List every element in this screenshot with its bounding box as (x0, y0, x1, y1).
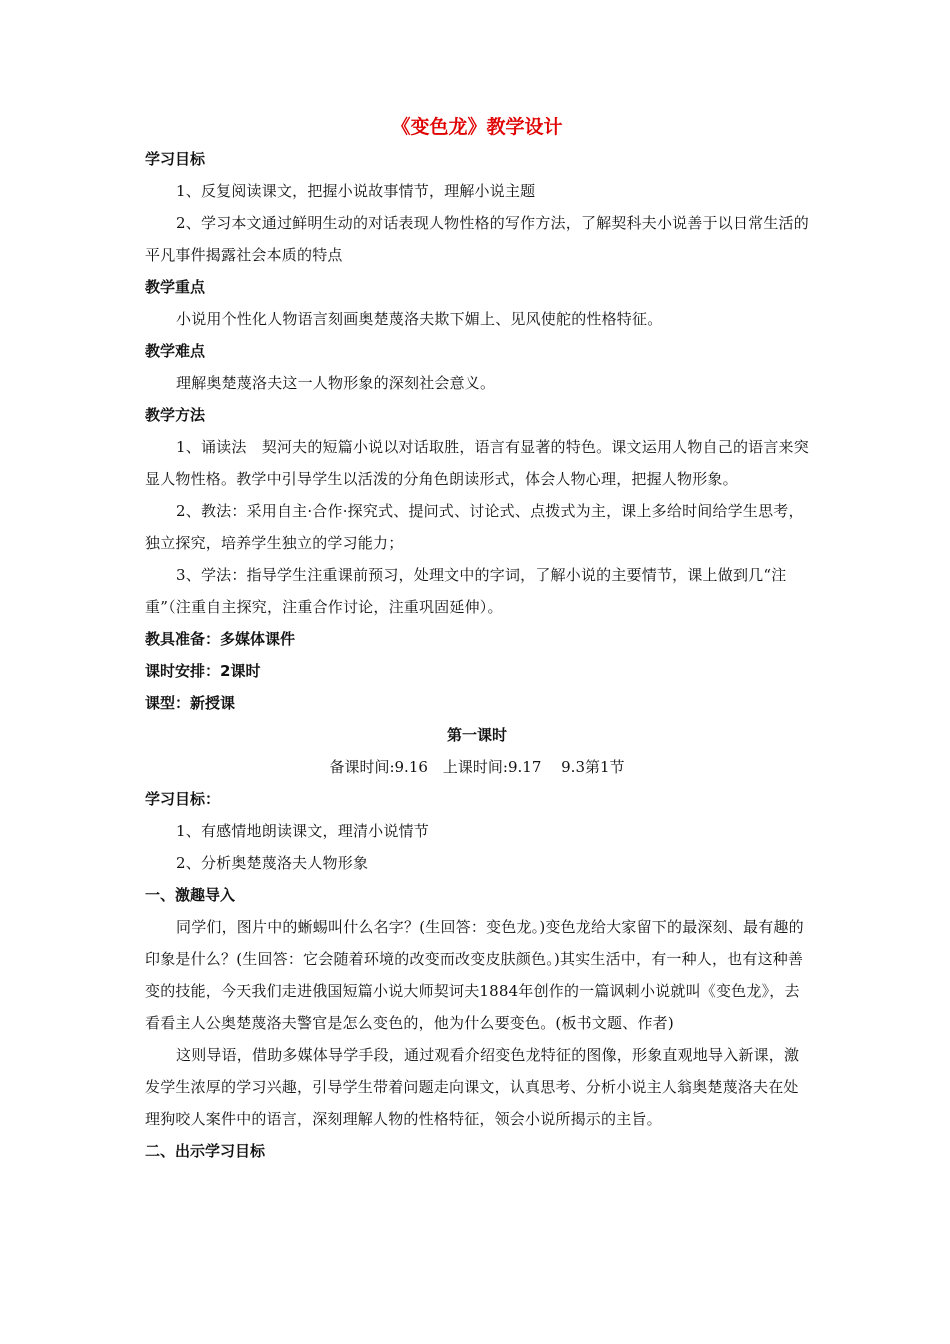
difficulty-text: 理解奥楚蔑洛夫这一人物形象的深刻社会意义。 (176, 374, 496, 392)
schedule-line: 课时安排：2课时 (145, 662, 261, 680)
lesson-goal-item: 2、分析奥楚蔑洛夫人物形象 (176, 854, 369, 872)
difficulty-heading: 教学难点 (145, 342, 206, 360)
method-item: 1、诵读法 契河夫的短篇小说以对话取胜，语言有显著的特色。课文运用人物自己的语言来突显人物性格。教学中引导学生以活泼的分角色朗读形式，体会人物心理，把握人物形象。 (145, 438, 809, 488)
section-paragraph: 这则导语，借助多媒体导学手段，通过观看介绍变色龙特征的图像，形象直观地导入新课，激发学生浓厚的学习兴趣，引导学生带着问题走向课文，认真思考、分析小说主人翁奥楚蔑洛夫在处理狗咬人案件中的语言，深刻理解人物的性格特征，领会小说所揭示的主旨。 (145, 1046, 800, 1128)
key-points-text: 小说用个性化人物语言刻画奥楚蔑洛夫欺下媚上、见风使舵的性格特征。 (176, 310, 663, 328)
lesson-goal-item: 1、有感情地朗读课文，理清小说情节 (176, 822, 429, 840)
lesson-time: 备课时间:9.16 上课时间:9.17 9.3第1节 (329, 758, 625, 776)
section-heading: 一、激趣导入 (145, 886, 236, 904)
key-points-heading: 教学重点 (145, 278, 206, 296)
learning-goals-heading: 学习目标 (145, 150, 206, 168)
goal-item: 2、学习本文通过鲜明生动的对话表现人物性格的写作方法，了解契科夫小说善于以日常生活的平凡事件揭露社会本质的特点 (145, 214, 809, 264)
tools-line: 教具准备：多媒体课件 (145, 630, 296, 648)
lesson-goals-heading: 学习目标： (145, 790, 221, 808)
type-line: 课型：新授课 (145, 694, 236, 712)
section-paragraph: 同学们，图片中的蜥蜴叫什么名字？(生回答：变色龙。)变色龙给大家留下的最深刻、最有趣的印象是什么？(生回答：它会随着环境的改变而改变皮肤颜色。)其实生活中，有一种人，也有这种善变的技能，今天我们走进俄国短篇小说大师契诃夫1884年创作的一篇讽刺小说就叫《变色龙》，去看看主人公奥楚蔑洛夫警官是怎么变色的，他为什么要变色。(板书文题、作者) (145, 918, 804, 1032)
document-title: 《变色龙》教学设计 (391, 116, 563, 138)
method-item: 2、教法：采用自主·合作·探究式、提问式、讨论式、点拨式为主，课上多给时间给学生思考，独立探究，培养学生独立的学习能力； (145, 502, 804, 552)
goal-item: 1、反复阅读课文，把握小说故事情节，理解小说主题 (176, 182, 536, 200)
methods-heading: 教学方法 (145, 406, 206, 424)
lesson-heading: 第一课时 (446, 726, 507, 744)
section-heading: 二、出示学习目标 (145, 1142, 266, 1160)
document-page (145, 113, 809, 1167)
method-item: 3、学法：指导学生注重课前预习，处理文中的字词，了解小说的主要情节，课上做到几“注重”（注重自主探究，注重合作讨论，注重巩固延伸）。 (145, 566, 787, 616)
